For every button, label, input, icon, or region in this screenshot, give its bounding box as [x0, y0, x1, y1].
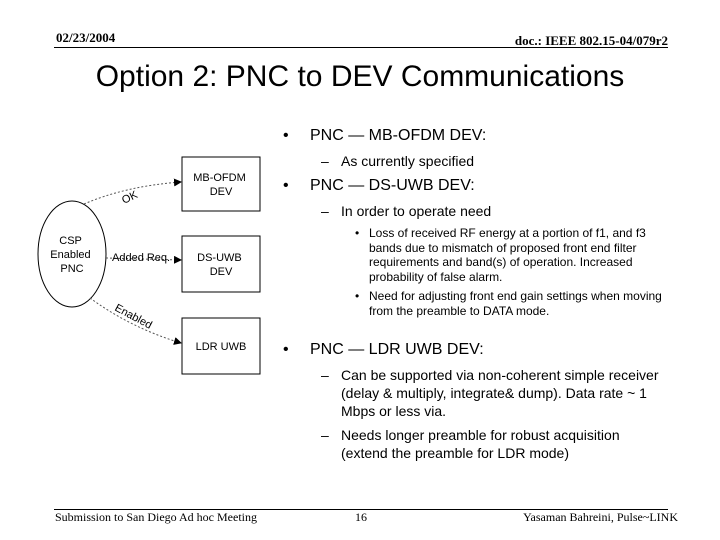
- sub-sub-bullet-gain-settings: • Need for adjusting front end gain settings when moving from the preamble to DATA mode.: [355, 289, 662, 318]
- header-rule: [54, 47, 668, 48]
- bullet-list: [283, 126, 683, 468]
- bullet-ds-uwb: • PNC — DS-UWB DEV:: [283, 177, 475, 194]
- enabled-link-label: Enabled: [112, 302, 154, 332]
- added-req-link-label: Added Req.: [112, 252, 171, 264]
- header-doc-id: doc.: IEEE 802.15-04/079r2: [514, 33, 668, 48]
- sub-sub-bullet-loss-rf: • Loss of received RF energy at a portion of f1, and f3 bands due to mismatch of proposed front end filter requirements and band(s) of operation. Increased probability of false alarm.: [355, 226, 646, 284]
- bullet-mb-ofdm: • PNC — MB-OFDM DEV:: [283, 127, 487, 144]
- footer-submission: Submission to San Diego Ad hoc Meeting: [55, 510, 257, 524]
- ds-uwb-dev-label: DS-UWB DEV: [197, 252, 242, 278]
- pnc-diagram: [36, 140, 276, 400]
- mb-ofdm-dev-label: MB-OFDM DEV: [193, 172, 246, 198]
- sub-bullet-non-coherent: – Can be supported via non-coherent simple receiver (delay & multiply, integrate& dump). Data rate ~ 1 Mbps or less via.: [321, 367, 659, 419]
- ldr-uwb-label: LDR UWB: [195, 341, 247, 353]
- ds-uwb-dev-box: [182, 236, 260, 292]
- sub-bullet-as-specified: – As currently specified: [321, 153, 475, 169]
- ok-link-label: OK: [120, 188, 140, 207]
- header-date: 02/23/2004: [56, 30, 116, 45]
- mb-ofdm-dev-box: [182, 157, 260, 211]
- sub-bullet-longer-preamble: – Needs longer preamble for robust acquisition (extend the preamble for LDR mode): [321, 427, 620, 461]
- footer-page-number: 16: [355, 510, 367, 524]
- pnc-diagram-svg: [36, 140, 276, 400]
- csp-pnc-label: CSP Enabled PNC: [50, 235, 91, 275]
- footer-author: Yasaman Bahreini, Pulse~LINK: [523, 510, 678, 524]
- bullet-ldr-uwb: • PNC — LDR UWB DEV:: [283, 341, 484, 358]
- slide-title: Option 2: PNC to DEV Communications: [95, 60, 625, 93]
- sub-bullet-operate-need: – In order to operate need: [321, 203, 492, 219]
